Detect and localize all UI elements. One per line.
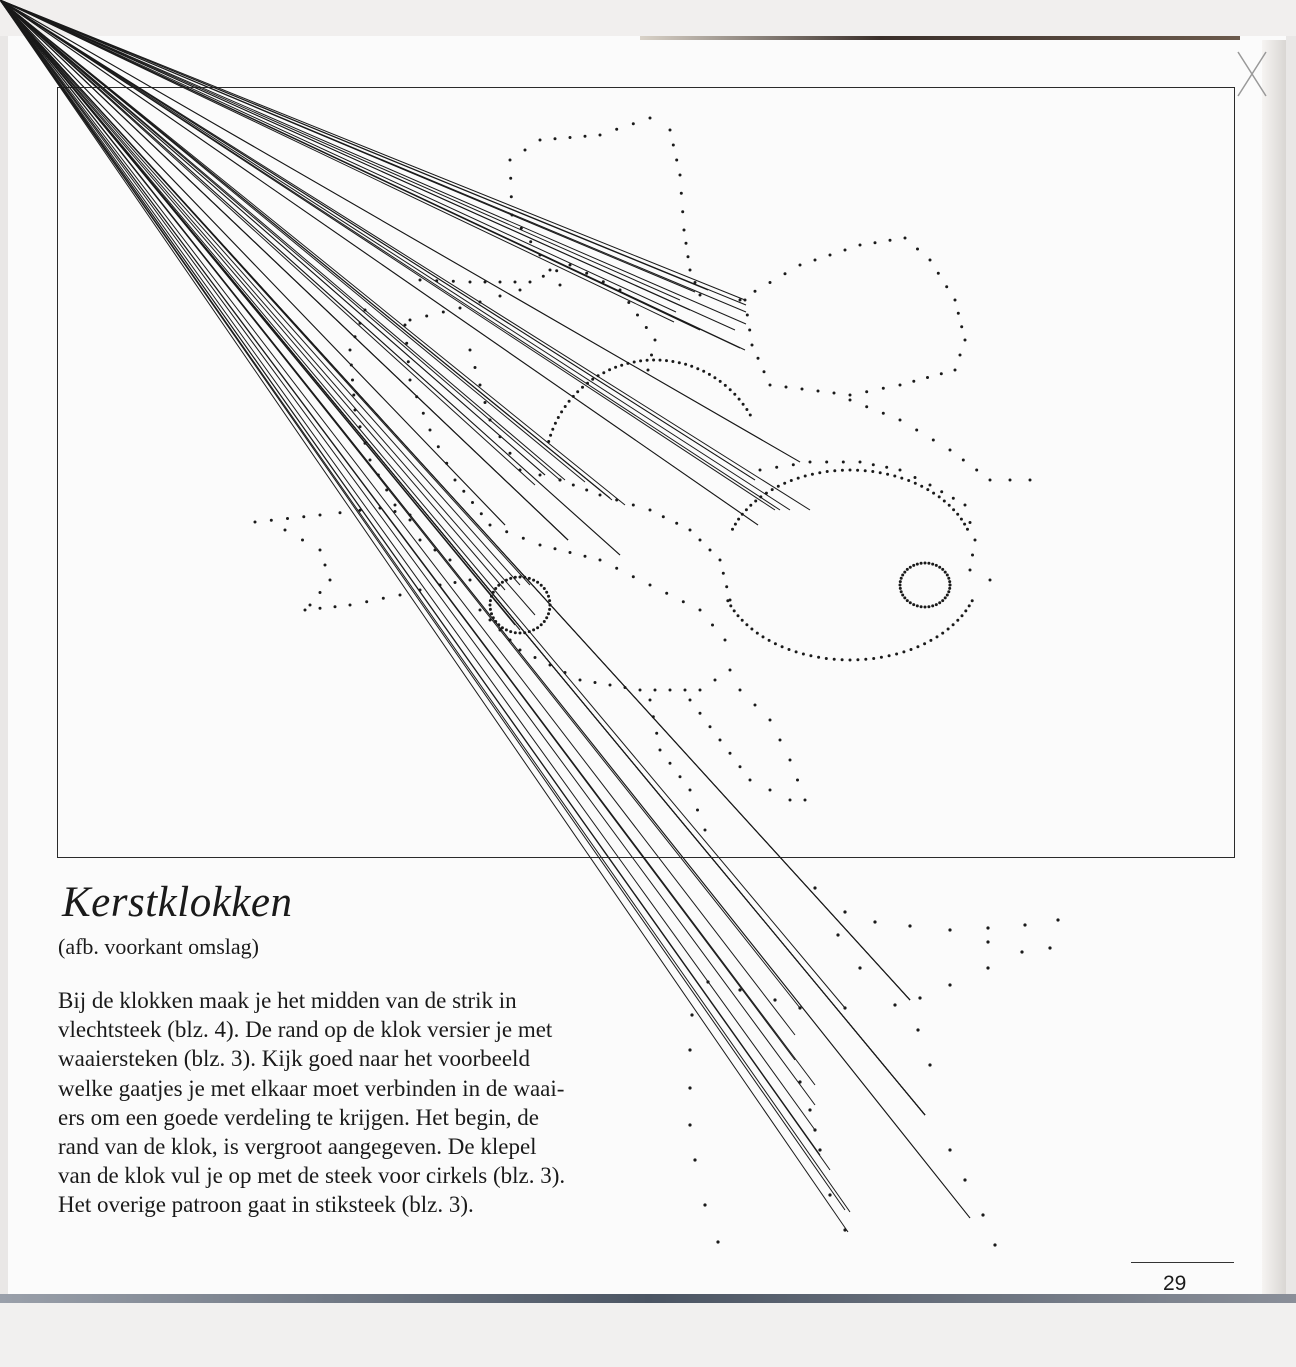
page-number: 29 [1163, 1272, 1187, 1295]
instructions-line: waaiersteken (blz. 3). Kijk goed naar het voorbeeld [58, 1046, 530, 1072]
bells-stitch-lines [0, 0, 810, 630]
instructions-line: van de klok vul je op met de steek voor cirkels (blz. 3). [58, 1163, 566, 1189]
pattern-subtitle: (afb. voorkant omslag) [58, 934, 259, 959]
instructions-line: vlechtsteek (blz. 4). De rand op de klok versier je met [58, 1017, 553, 1043]
instructions-line: welke gaatjes je met elkaar moet verbinden in de waai- [58, 1075, 565, 1101]
bells-dot-pattern [254, 117, 1032, 832]
instructions-paragraph [58, 986, 638, 1220]
pattern-title: Kerstklokken [62, 879, 293, 926]
instructions-line: rand van de klok, is vergroot aangegeven. De klepel [58, 1134, 537, 1160]
scan-corner-mark [1238, 52, 1266, 96]
instructions-line: Het overige patroon gaat in stiksteek (blz. 3). [58, 1192, 474, 1218]
page-number-rule [1131, 1262, 1234, 1263]
enlarged-rim-dot-pattern [688, 886, 1059, 1246]
instructions-line: Bij de klokken maak je het midden van de strik in [58, 988, 517, 1013]
instructions-line: ers om een goede verdeling te krijgen. Het begin, de [58, 1104, 539, 1130]
